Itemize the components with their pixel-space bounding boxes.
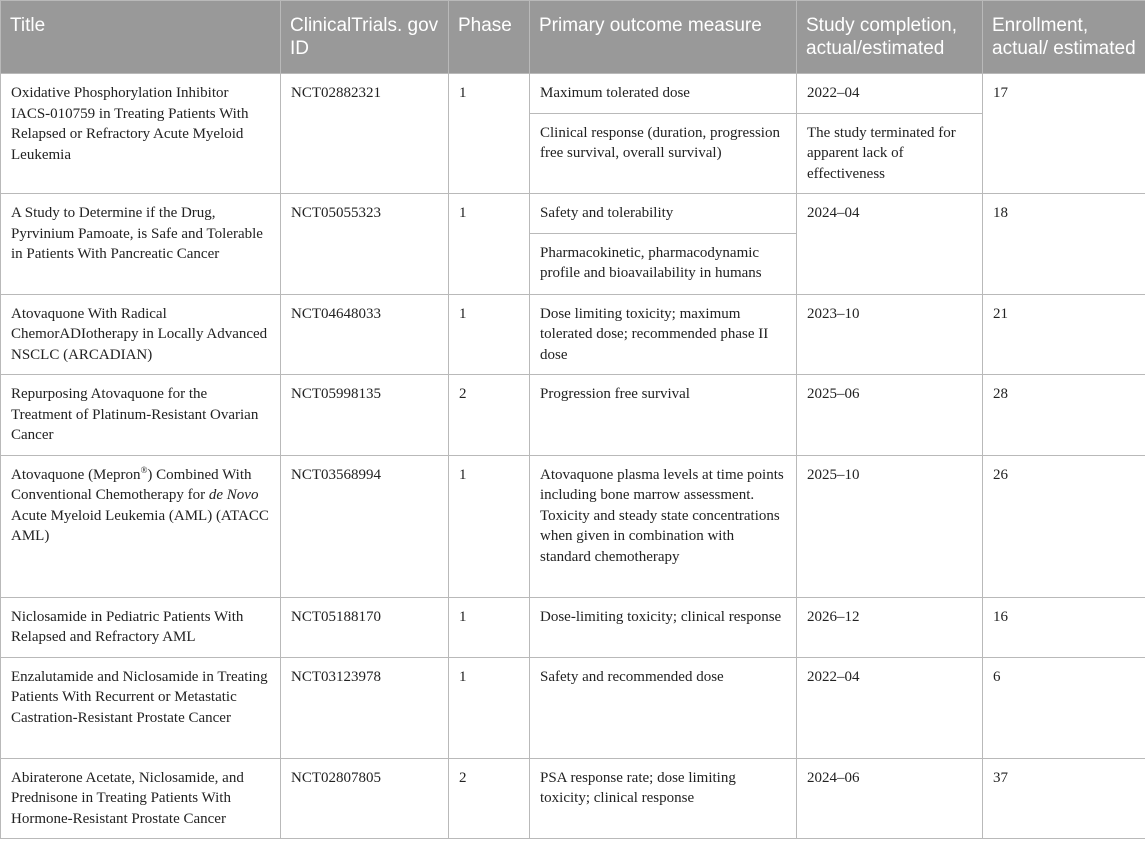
enrollment: 6 — [983, 657, 1145, 758]
registered-mark: ® — [140, 464, 148, 475]
trial-phase: 1 — [449, 74, 530, 194]
trial-title: Abiraterone Acetate, Niclosamide, and Prednisone in Treating Patients With Hormone-Resistant Prostate Cancer — [1, 758, 281, 839]
trial-phase: 1 — [449, 294, 530, 375]
primary-outcome: Progression free survival — [530, 375, 797, 456]
trial-id: NCT05998135 — [281, 375, 449, 456]
enrollment: 28 — [983, 375, 1145, 456]
trial-title: Atovaquone With Radical ChemorADIotherapy in Locally Advanced NSCLC (ARCADIAN) — [1, 294, 281, 375]
trial-id: NCT02807805 — [281, 758, 449, 839]
enrollment: 21 — [983, 294, 1145, 375]
trial-title: Repurposing Atovaquone for the Treatment of Platinum-Resistant Ovarian Cancer — [1, 375, 281, 456]
primary-outcome: Dose limiting toxicity; maximum tolerated dose; recommended phase II dose — [530, 294, 797, 375]
study-completion: 2024–04 — [797, 194, 983, 295]
primary-outcome: Maximum tolerated dose — [530, 74, 797, 114]
trial-title: Oxidative Phosphorylation Inhibitor IACS-010759 in Treating Patients With Relapsed or Refractory Acute Myeloid Leukemia — [1, 74, 281, 194]
header-primary-outcome: Primary outcome measure — [530, 1, 797, 74]
primary-outcome: Clinical response (duration, progression free survival, overall survival) — [530, 113, 797, 194]
trial-title: Niclosamide in Pediatric Patients With Relapsed and Refractory AML — [1, 597, 281, 657]
enrollment: 18 — [983, 194, 1145, 295]
trial-phase: 1 — [449, 657, 530, 758]
enrollment: 16 — [983, 597, 1145, 657]
table-row — [1, 657, 1145, 758]
primary-outcome: PSA response rate; dose limiting toxicity; clinical response — [530, 758, 797, 839]
trial-id: NCT05188170 — [281, 597, 449, 657]
trial-title: Enzalutamide and Niclosamide in Treating Patients With Recurrent or Metastatic Castration-Resistant Prostate Cancer — [1, 657, 281, 758]
primary-outcome: Pharmacokinetic, pharmacodynamic profile and bioavailability in humans — [530, 233, 797, 294]
primary-outcome: Safety and recommended dose — [530, 657, 797, 758]
header-trial-id: ClinicalTrials. gov ID — [281, 1, 449, 74]
trial-phase: 1 — [449, 194, 530, 295]
trial-id: NCT04648033 — [281, 294, 449, 375]
trial-title — [1, 455, 281, 597]
table-row — [1, 455, 1145, 597]
trial-title-italic: de Novo — [208, 487, 259, 503]
trial-title-part: Acute Myeloid Leukemia (AML) (ATACC AML) — [11, 507, 269, 544]
trial-phase: 2 — [449, 758, 530, 839]
primary-outcome: Safety and tolerability — [530, 194, 797, 234]
header-enrollment: Enrollment, actual/ estimated — [983, 1, 1145, 74]
header-study-completion: Study completion, actual/estimated — [797, 1, 983, 74]
primary-outcome: Atovaquone plasma levels at time points including bone marrow assessment. Toxicity and steady state concentrations when given in combination with standard chemotherapy — [530, 455, 797, 597]
trial-id: NCT03123978 — [281, 657, 449, 758]
enrollment: 17 — [983, 74, 1145, 194]
study-completion: 2022–04 — [797, 74, 983, 114]
study-completion: 2025–10 — [797, 455, 983, 597]
trial-phase: 1 — [449, 597, 530, 657]
table-row — [1, 194, 1145, 234]
table-row — [1, 375, 1145, 456]
trial-id: NCT05055323 — [281, 194, 449, 295]
header-row — [1, 1, 1145, 74]
table-row — [1, 758, 1145, 839]
study-completion: The study terminated for apparent lack of effectiveness — [797, 113, 983, 194]
trial-title-part: Atovaquone (Mepron — [11, 466, 141, 483]
table-row — [1, 294, 1145, 375]
study-completion: 2026–12 — [797, 597, 983, 657]
trial-phase: 1 — [449, 455, 530, 597]
trial-phase: 2 — [449, 375, 530, 456]
study-completion: 2024–06 — [797, 758, 983, 839]
primary-outcome: Dose-limiting toxicity; clinical response — [530, 597, 797, 657]
enrollment: 37 — [983, 758, 1145, 839]
trial-id: NCT03568994 — [281, 455, 449, 597]
header-title: Title — [1, 1, 281, 74]
table-row — [1, 597, 1145, 657]
study-completion: 2022–04 — [797, 657, 983, 758]
trial-title: A Study to Determine if the Drug, Pyrvinium Pamoate, is Safe and Tolerable in Patients With Pancreatic Cancer — [1, 194, 281, 295]
trial-title-part: ) Combined With Conventional Chemotherapy for — [11, 466, 252, 503]
table-row — [1, 74, 1145, 114]
study-completion: 2023–10 — [797, 294, 983, 375]
enrollment: 26 — [983, 455, 1145, 597]
header-phase: Phase — [449, 1, 530, 74]
study-completion: 2025–06 — [797, 375, 983, 456]
trial-id: NCT02882321 — [281, 74, 449, 194]
